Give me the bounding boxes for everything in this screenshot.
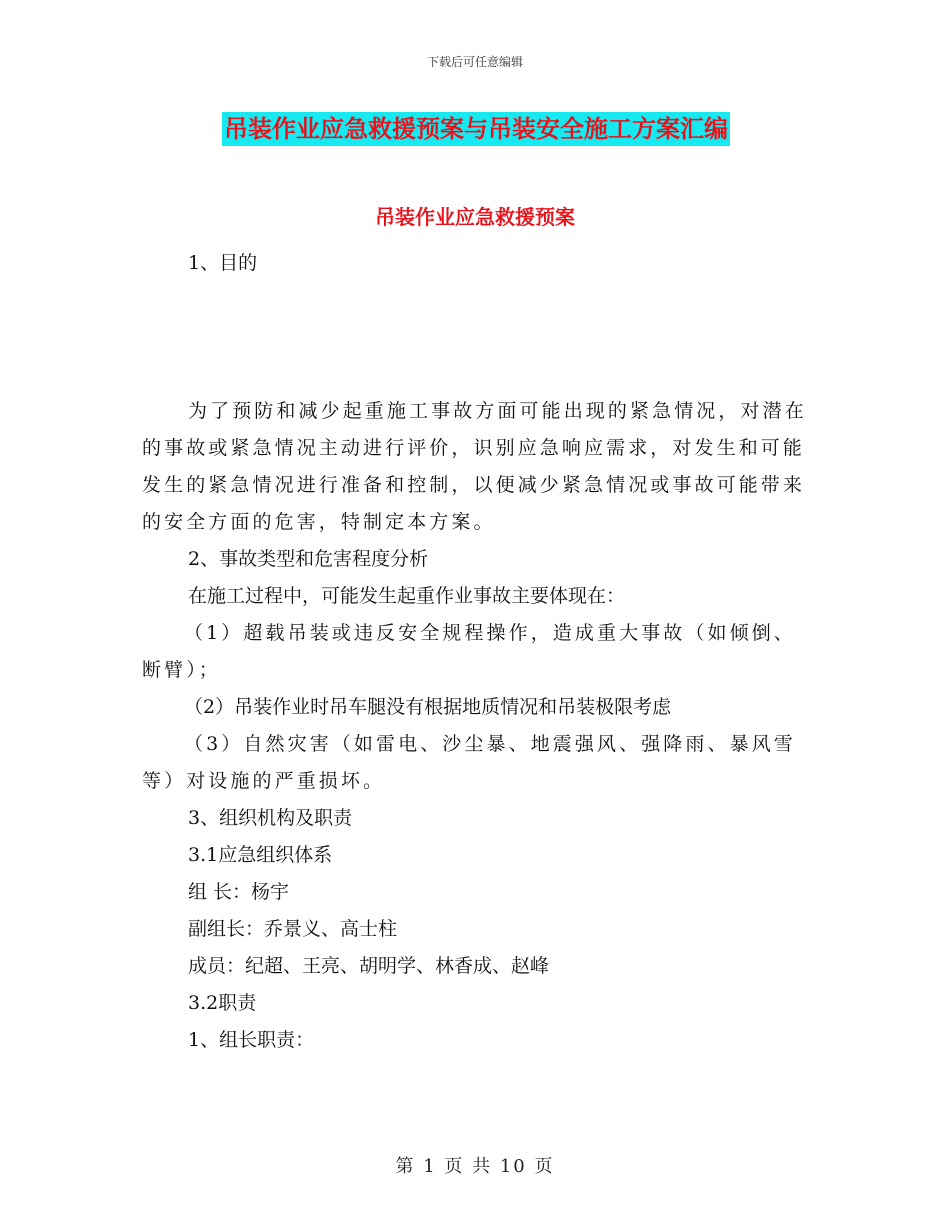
accident-item-2: （2）吊装作业时吊车腿没有根据地质情况和吊装极限考虑 [184, 696, 672, 718]
section-heading-organization: 3、组织机构及职责 [188, 807, 353, 829]
accident-item-3: （3）自然灾害（如雷电、沙尘暴、地震强风、强降雨、暴风雪等）对设施的严重损坏。 [142, 733, 796, 792]
accident-item-1: （1）超载吊装或违反安全规程操作，造成重大事故（如倾倒、断臂）； [142, 622, 796, 681]
team-leader: 组 长：杨宇 [188, 881, 290, 903]
page-header: 下载后可任意编辑 [426, 55, 523, 69]
leader-duties-heading: 1、组长职责： [188, 1029, 315, 1051]
team-members: 成员：纪超、王亮、胡明学、林香成、赵峰 [188, 955, 550, 977]
purpose-heading-block [142, 245, 807, 282]
accident-intro: 在施工过程中，可能发生起重作业事故主要体现在： [188, 585, 626, 607]
subsection-emergency-system: 3.1应急组织体系 [188, 844, 333, 866]
purpose-paragraph: 为了预防和减少起重施工事故方面可能出现的紧急情况，对潜在的事故或紧急情况主动进行评价，识别应急响应需求，对发生和可能发生的紧急情况进行准备和控制，以便减少紧急情况或事故可能带来的安全方面的危害，特制定本方案。 [142, 400, 807, 533]
section-title: 吊装作业应急救援预案 [375, 205, 575, 229]
document-title: 吊装作业应急救援预案与吊装安全施工方案汇编 [222, 112, 730, 146]
section-heading-purpose: 1、目的 [188, 252, 258, 274]
deputy-leader: 副组长：乔景义、高士柱 [188, 918, 398, 940]
page-footer: 第 1 页 共 10 页 [395, 1156, 555, 1177]
subsection-duties: 3.2职责 [188, 992, 257, 1014]
main-body [142, 393, 807, 1059]
section-heading-accident-types: 2、事故类型和危害程度分析 [188, 548, 429, 570]
